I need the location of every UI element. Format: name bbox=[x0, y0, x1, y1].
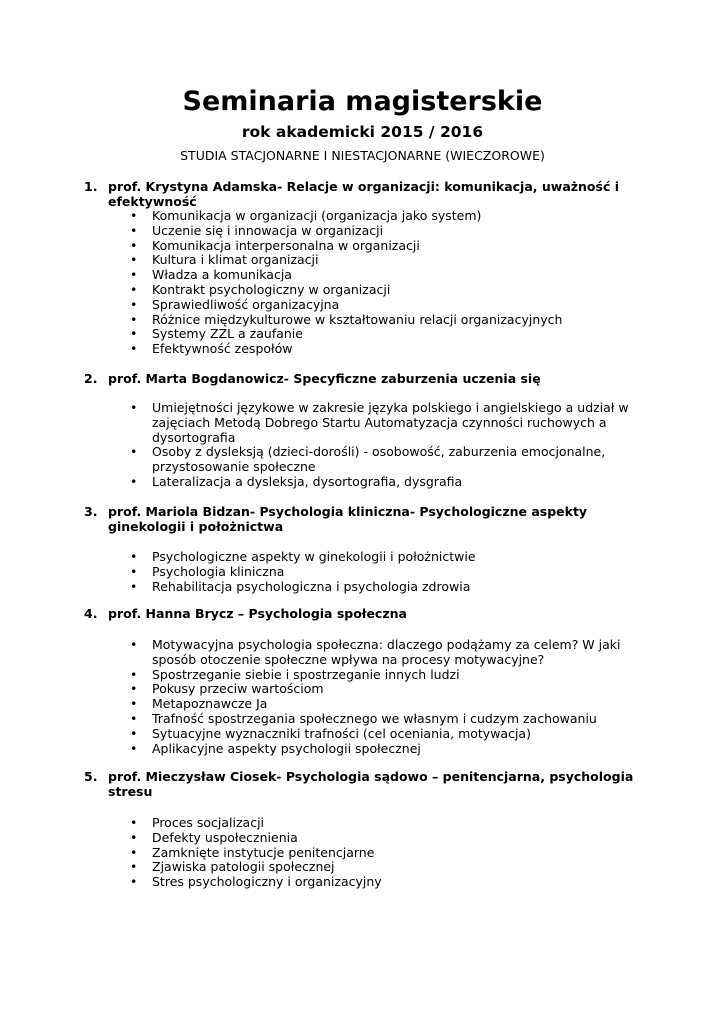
list-item: • Kultura i klimat organizacji bbox=[84, 253, 644, 268]
seminar-section bbox=[84, 769, 644, 890]
list-item: • Zjawiska patologii społecznej bbox=[84, 860, 644, 875]
seminar-section bbox=[84, 504, 644, 594]
list-item: • Efektywność zespołów bbox=[84, 342, 644, 357]
list-item: • Stres psychologiczny i organizacyjny bbox=[84, 875, 644, 890]
topic-list bbox=[84, 209, 644, 357]
section-number: 4. bbox=[84, 606, 98, 621]
list-item: • Kontrakt psychologiczny w organizacji bbox=[84, 283, 644, 298]
section-heading bbox=[84, 606, 644, 621]
list-item: • Systemy ZZL a zaufanie bbox=[84, 327, 644, 342]
list-item: • Proces socjalizacji bbox=[84, 816, 644, 831]
section-heading bbox=[84, 504, 644, 534]
section-title: prof. Marta Bogdanowicz- Specyficzne zaburzenia uczenia się bbox=[108, 371, 541, 386]
list-item: • Komunikacja w organizacji (organizacja jako system) bbox=[84, 209, 644, 224]
list-item: • Zamknięte instytucje penitencjarne bbox=[84, 846, 644, 861]
section-number: 3. bbox=[84, 504, 98, 519]
seminar-section bbox=[84, 179, 644, 357]
list-item: • Motywacyjna psychologia społeczna: dlaczego podążamy za celem? W jaki sposób otoczenie społeczne wpływa na procesy motywacyjne? bbox=[84, 638, 644, 668]
list-item: • Aplikacyjne aspekty psychologii społecznej bbox=[84, 742, 644, 757]
list-item: • Osoby z dysleksją (dzieci-dorośli) - osobowość, zaburzenia emocjonalne, przystosowanie społeczne bbox=[84, 445, 644, 475]
list-item: • Pokusy przeciw wartościom bbox=[84, 682, 644, 697]
topic-list bbox=[84, 401, 644, 490]
section-number: 1. bbox=[84, 179, 98, 194]
list-item: • Rehabilitacja psychologiczna i psychologia zdrowia bbox=[84, 580, 644, 595]
section-number: 2. bbox=[84, 371, 98, 386]
list-item: • Metapoznawcze Ja bbox=[84, 697, 644, 712]
list-item: • Lateralizacja a dysleksja, dysortografia, dysgrafia bbox=[84, 475, 644, 490]
list-item: • Komunikacja interpersonalna w organizacji bbox=[84, 239, 644, 254]
list-item: • Defekty uspołecznienia bbox=[84, 831, 644, 846]
list-item: • Władza a komunikacja bbox=[84, 268, 644, 283]
list-item: • Psychologia kliniczna bbox=[84, 565, 644, 580]
list-item: • Różnice międzykulturowe w kształtowaniu relacji organizacyjnych bbox=[84, 313, 644, 328]
list-item: • Umiejętności językowe w zakresie języka polskiego i angielskiego a udział w zajęciach Metodą Dobrego Startu Automatyzacja czynności ruchowych a dysortografia bbox=[84, 401, 644, 445]
list-item: • Psychologiczne aspekty w ginekologii i położnictwie bbox=[84, 550, 644, 565]
list-item: • Sytuacyjne wyznaczniki trafności (cel oceniania, motywacja) bbox=[84, 727, 644, 742]
list-item: • Spostrzeganie siebie i spostrzeganie innych ludzi bbox=[84, 668, 644, 683]
topic-list bbox=[84, 638, 644, 756]
section-heading bbox=[84, 769, 644, 799]
topic-list bbox=[84, 816, 644, 890]
section-title: prof. Mieczysław Ciosek- Psychologia sądowo – penitencjarna, psychologia stresu bbox=[108, 769, 634, 799]
list-item: • Trafność spostrzegania społecznego we własnym i cudzym zachowaniu bbox=[84, 712, 644, 727]
list-item: • Sprawiedliwość organizacyjna bbox=[84, 298, 644, 313]
list-item: • Uczenie się i innowacja w organizacji bbox=[84, 224, 644, 239]
academic-year: rok akademicki 2015 / 2016 bbox=[241, 123, 484, 141]
seminar-section bbox=[84, 606, 644, 756]
section-number: 5. bbox=[84, 769, 98, 784]
section-title: prof. Hanna Brycz – Psychologia społeczna bbox=[108, 606, 407, 621]
section-heading bbox=[84, 179, 644, 209]
seminar-section bbox=[84, 371, 644, 490]
section-title: prof. Mariola Bidzan- Psychologia kliniczna- Psychologiczne aspekty ginekologii i położnictwa bbox=[108, 504, 588, 534]
study-mode: STUDIA STACJONARNE I NIESTACJONARNE (WIECZOROWE) bbox=[180, 148, 545, 163]
section-heading bbox=[84, 371, 644, 386]
topic-list bbox=[84, 550, 644, 594]
document-title: Seminaria magisterskie bbox=[182, 86, 543, 117]
section-title: prof. Krystyna Adamska- Relacje w organizacji: komunikacja, uważność i efektywność bbox=[108, 179, 619, 209]
